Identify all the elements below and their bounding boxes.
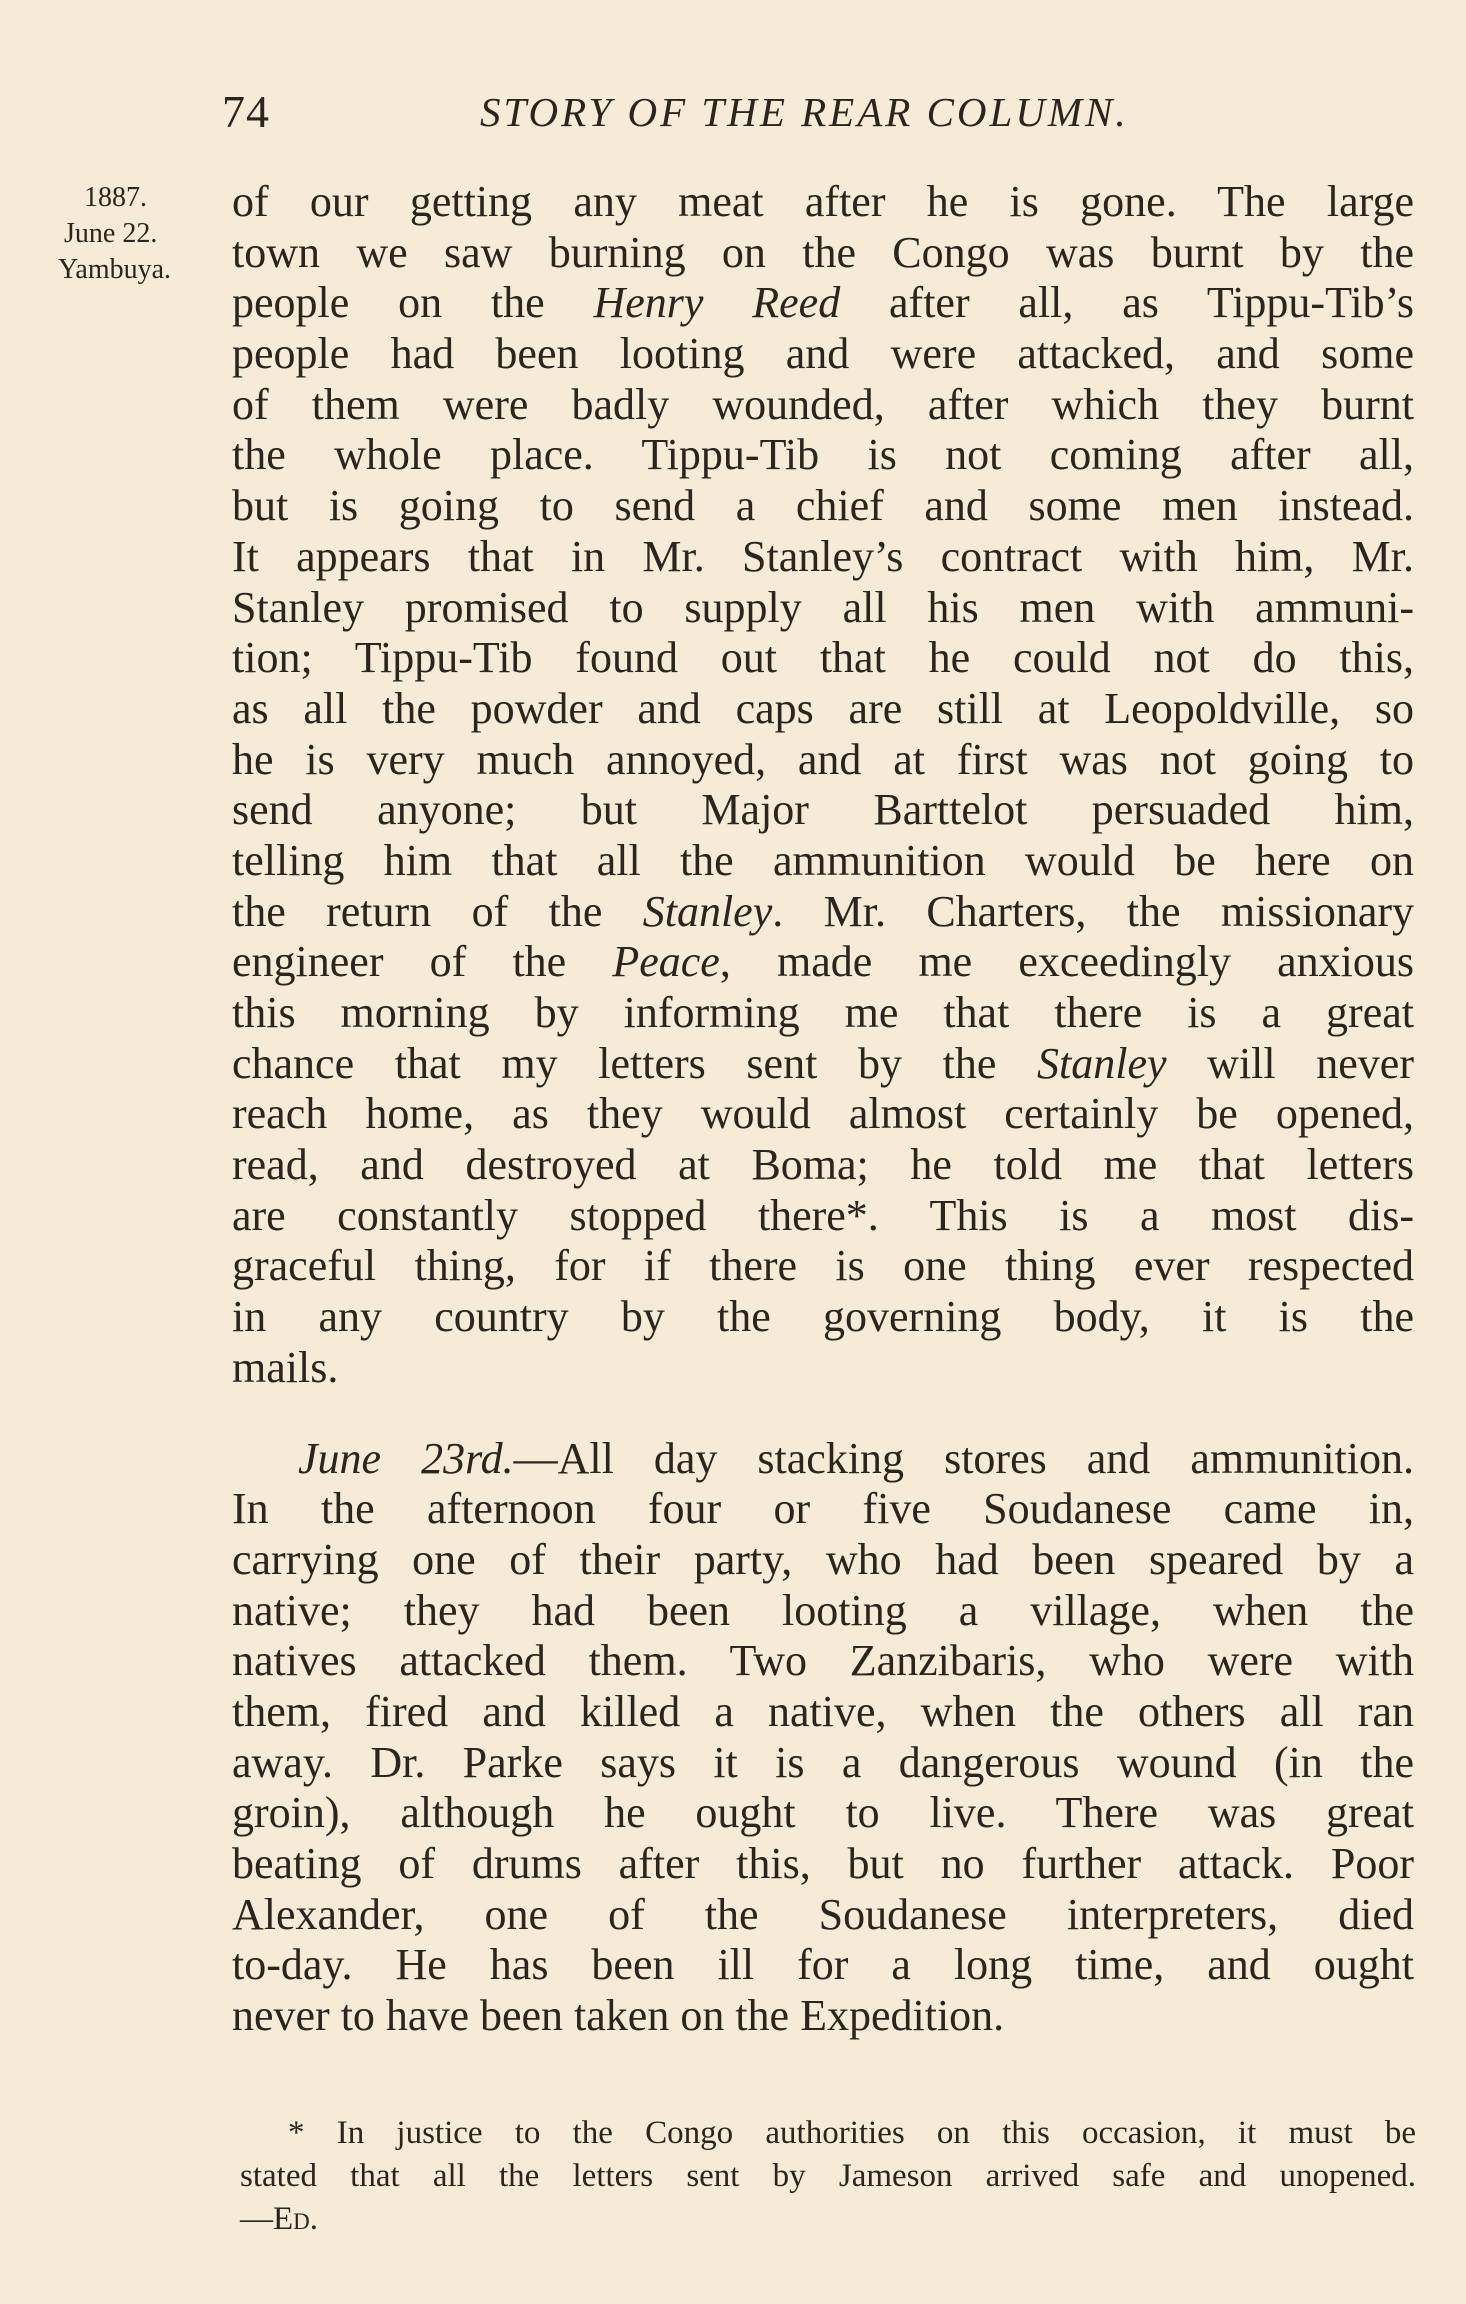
italic-text: Stanley [1037,1038,1167,1088]
text-segment: In the afternoon four or five Soudanese came in, [232,1484,1414,1534]
text-line [232,1292,1414,1343]
text-line [232,1636,1414,1687]
text-line [232,887,1414,938]
text-segment: people had been looting and were attacked, and some [232,329,1414,379]
text-line [232,1940,1414,1991]
text-segment: as all the powder and caps are still at Leopoldville, so [232,683,1414,733]
text-segment: away. Dr. Parke says it is a dangerous wound (in the [232,1737,1414,1787]
italic-text: June 23rd. [298,1433,514,1483]
body-text [232,177,1414,2042]
text-line [232,481,1414,532]
text-line [232,785,1414,836]
text-segment: but is going to send a chief and some men instead. [232,481,1414,531]
text-segment: of our getting any meat after he is gone. The large [232,177,1414,226]
text-line [232,329,1414,380]
text-line [232,1039,1414,1090]
text-segment: people on the [232,278,594,328]
footnote [240,2112,1416,2241]
footnote-line: * In justice to the Congo authorities on this occasion, it must be [288,2115,1416,2151]
text-line [232,1434,1414,1485]
text-line [232,684,1414,735]
text-segment: natives attacked them. Two Zanzibaris, who were with [232,1636,1414,1686]
text-line [232,988,1414,1039]
text-segment: Alexander, one of the Soudanese interpreters, died [232,1889,1414,1939]
text-line [232,1343,1414,1394]
text-line [232,1241,1414,1292]
margin-notes [58,180,228,288]
text-line [232,380,1414,431]
text-segment: the whole place. Tippu-Tib is not coming after all, [232,430,1414,480]
text-line [232,1839,1414,1890]
italic-text: Peace [612,937,720,987]
text-line [232,1140,1414,1191]
text-line [232,228,1414,279]
text-line [232,1788,1414,1839]
margin-note-year: 1887. [84,182,147,213]
page-header [222,82,1222,142]
text-line [232,1991,1414,2042]
text-line [232,1191,1414,1242]
text-line [232,1890,1414,1941]
text-line [232,1484,1414,1535]
footnote-line: —Ed. [240,2201,319,2237]
text-segment: reach home, as they would almost certainly be opened, [232,1089,1414,1139]
text-segment: mails. [232,1342,339,1392]
text-line [232,1738,1414,1789]
text-segment: after all, as Tippu-Tib’s [840,278,1414,328]
text-line [232,735,1414,786]
text-line [232,937,1414,988]
text-segment: Stanley promised to supply all his men with ammuni- [232,582,1414,632]
text-segment: to-day. He has been ill for a long time, and ought [232,1940,1414,1990]
text-segment: beating of drums after this, but no further attack. Poor [232,1839,1414,1888]
text-line [232,1586,1414,1637]
text-segment: , made me exceedingly anxious [719,937,1414,987]
text-segment: the return of the [232,886,643,936]
text-line [232,1535,1414,1586]
text-segment: engineer of the [232,937,613,987]
text-segment: will never [1166,1038,1414,1088]
footnote-line: stated that all the letters sent by Jameson arrived safe and unopened. [240,2158,1416,2194]
text-line [232,430,1414,481]
text-line [232,278,1414,329]
page-number: 74 [222,86,270,137]
paragraph-june-22 [232,177,1414,1394]
text-segment: It appears that in Mr. Stanley’s contract with him, Mr. [232,531,1414,581]
text-segment: them, fired and killed a native, when the others all ran [232,1686,1414,1736]
text-segment: —All day stacking stores and ammunition. [513,1433,1414,1483]
running-title: STORY OF THE REAR COLUMN. [480,89,1129,135]
text-segment: he is very much annoyed, and at first was not going to [232,734,1414,784]
margin-note-place: Yambuya. [58,254,172,285]
paragraph-gap [232,1394,1414,1434]
text-line [232,1687,1414,1738]
text-segment: telling him that all the ammunition would be here on [232,835,1414,885]
text-segment: graceful thing, for if there is one thing ever respected [232,1241,1414,1291]
text-segment: groin), although he ought to live. There was great [232,1788,1414,1838]
text-segment: town we saw burning on the Congo was burnt by the [232,227,1414,277]
text-segment: of them were badly wounded, after which they burnt [232,379,1414,429]
text-segment: read, and destroyed at Boma; he told me that letters [232,1140,1414,1190]
text-segment: in any country by the governing body, it is the [232,1292,1414,1342]
text-line [232,1089,1414,1140]
text-segment: never to have been taken on the Expedition. [232,1991,1005,2041]
paragraph-june-23 [232,1434,1414,2042]
margin-note-date: June 22. [64,218,158,249]
italic-text: Henry Reed [593,278,841,328]
text-segment: native; they had been looting a village, when the [232,1585,1414,1635]
text-line [232,836,1414,887]
text-line [232,532,1414,583]
text-segment: carrying one of their party, who had been speared by a [232,1534,1414,1584]
text-segment: tion; Tippu-Tib found out that he could not do this, [232,633,1414,683]
text-segment: chance that my letters sent by the [232,1038,1038,1088]
text-segment: . Mr. Charters, the missionary [772,886,1414,936]
text-line [232,583,1414,634]
text-segment: are constantly stopped there*. This is a most dis- [232,1190,1414,1240]
text-line [232,177,1414,228]
text-segment: send anyone; but Major Barttelot persuaded him, [232,785,1414,835]
italic-text: Stanley [642,886,773,936]
text-line [232,633,1414,684]
text-segment: this morning by informing me that there is a great [232,988,1414,1037]
